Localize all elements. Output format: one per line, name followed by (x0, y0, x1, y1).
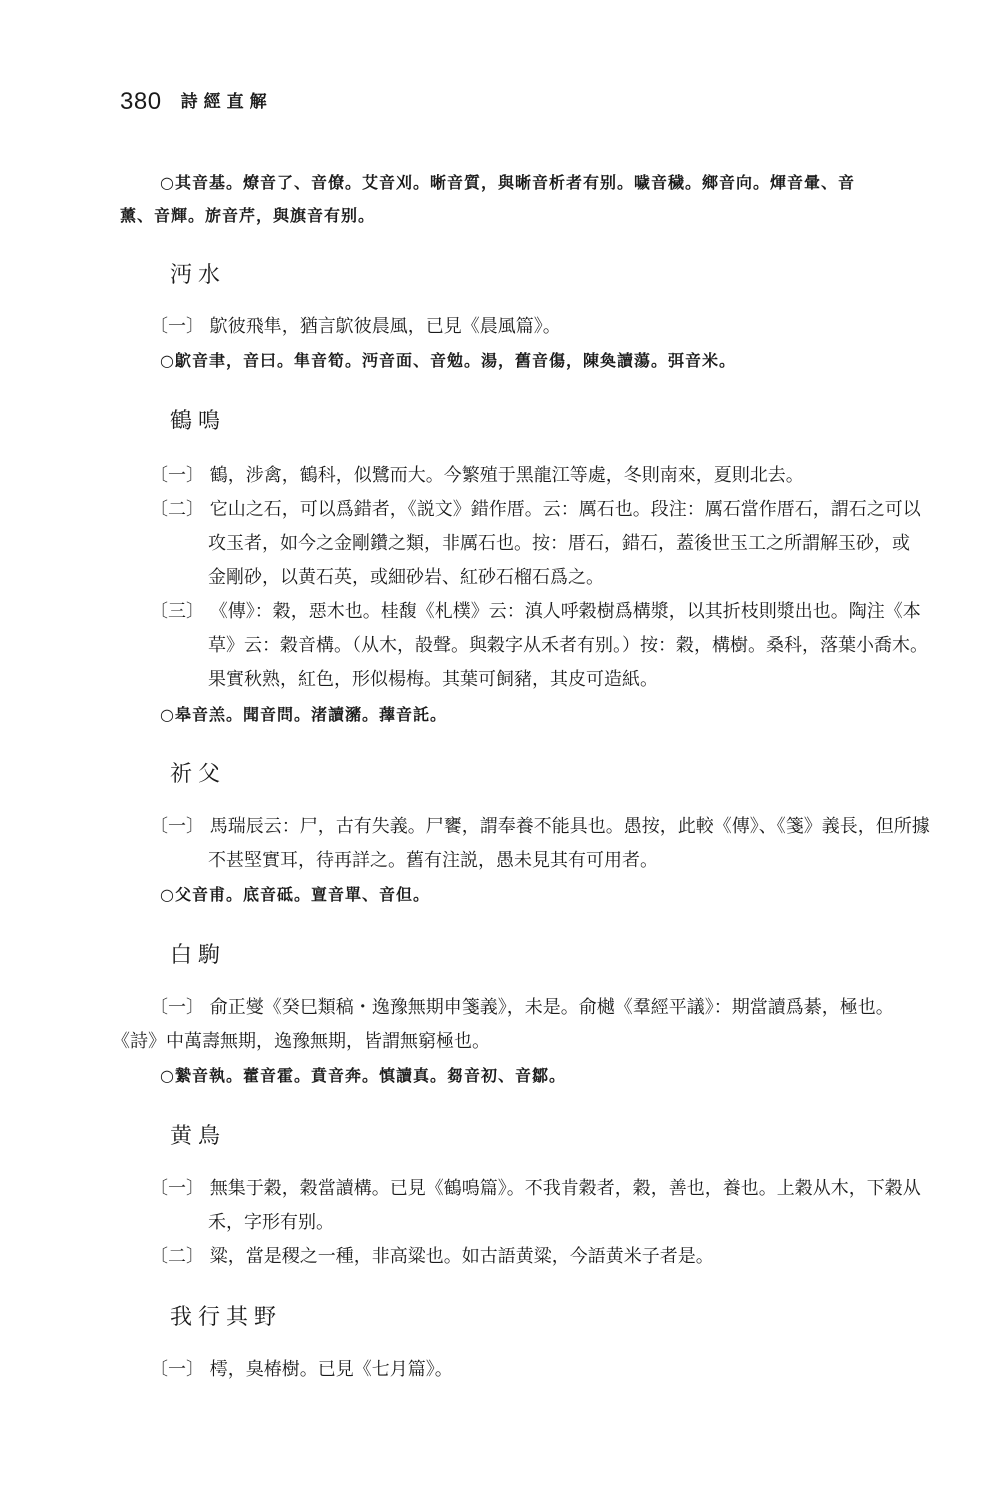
page-number: 380 (120, 88, 162, 115)
annotation-line: 《詩》中萬壽無期，逸豫無期，皆謂無窮極也。 (112, 1031, 490, 1052)
annotation-line: 草》云：穀音構。（从木，㱿聲。與穀字从禾者有别。）按：穀，構樹。桑科，落葉小喬木。 (208, 635, 928, 656)
pronunciation-note: ○皋音羔。聞音問。渚讀瀦。蘀音託。 (160, 705, 447, 724)
book-title: 詩經直解 (180, 92, 273, 112)
annotation-line: 〔一〕 無集于穀，穀當讀構。已見《鶴鳴篇》。不我肯穀者，穀，善也，養也。上穀从木，下穀从 (150, 1178, 921, 1199)
running-header (120, 88, 273, 118)
annotation-line: 〔一〕 樗，臭椿樹。已見《七月篇》。 (150, 1359, 453, 1380)
annotation-line: 金剛砂，以黄石英，或細砂岩、紅砂石榴石爲之。 (208, 567, 604, 588)
section-title: 我行其野 (170, 1305, 283, 1330)
pronunciation-note: ○父音甫。底音砥。亶音單、音但。 (160, 885, 430, 904)
annotation-line: 〔一〕 鴥彼飛隼，猶言鴥彼晨風，已見《晨風篇》。 (150, 316, 561, 337)
section-title: 白駒 (170, 943, 227, 968)
annotation-line: 〔三〕 《傳》：穀，惡木也。桂馥《札樸》云：滇人呼穀樹爲構漿，以其折枝則漿出也。陶注《本 (150, 601, 921, 622)
annotation-line: 〔二〕 粱，當是稷之一種，非高粱也。如古語黄粱，今語黄米子者是。 (150, 1246, 714, 1267)
pronunciation-note: ○其音基。燎音了、音僚。艾音刈。晰音質，與晰音析者有别。噦音穢。鄉音向。煇音暈、音 (160, 173, 855, 192)
section-title: 沔水 (170, 263, 227, 288)
section-title: 鶴鳴 (170, 409, 227, 434)
pronunciation-note: 薰、音輝。旂音芹，與旗音有别。 (120, 206, 376, 225)
annotation-line: 〔一〕 俞正燮《癸巳類稿・逸豫無期申箋義》，未是。俞樾《羣經平議》：期當讀爲綦，極也。 (150, 997, 894, 1018)
pronunciation-note: ○鴥音聿，音曰。隼音筍。沔音面、音勉。湯，舊音傷，陳奐讀蕩。弭音米。 (160, 351, 736, 370)
pronunciation-note: ○縶音執。藿音霍。賁音奔。慎讀真。芻音初、音鄒。 (160, 1066, 566, 1085)
annotation-line: 攻玉者，如今之金剛鑽之類，非厲石也。按：厝石，錯石，蓋後世玉工之所謂解玉砂，或 (208, 533, 910, 554)
section-title: 祈父 (170, 762, 227, 787)
annotation-line: 〔一〕 馬瑞辰云：尸，古有失義。尸饔，謂奉養不能具也。愚按，此較《傳》、《箋》義長，但所據 (150, 816, 930, 837)
annotation-line: 〔二〕 它山之石，可以爲錯者，《説文》錯作厝。云：厲石也。段注：厲石當作厝石，謂石之可以 (150, 499, 921, 520)
annotation-line: 果實秋熟，紅色，形似楊梅。其葉可飼豬，其皮可造紙。 (208, 669, 658, 690)
section-title: 黄鳥 (170, 1124, 227, 1149)
annotation-line: 不甚堅實耳，待再詳之。舊有注説，愚未見其有可用者。 (208, 850, 658, 871)
annotation-line: 〔一〕 鶴，涉禽，鶴科，似鷺而大。今繁殖于黑龍江等處，冬則南來，夏則北去。 (150, 465, 804, 486)
annotation-line: 禾，字形有别。 (208, 1212, 334, 1233)
